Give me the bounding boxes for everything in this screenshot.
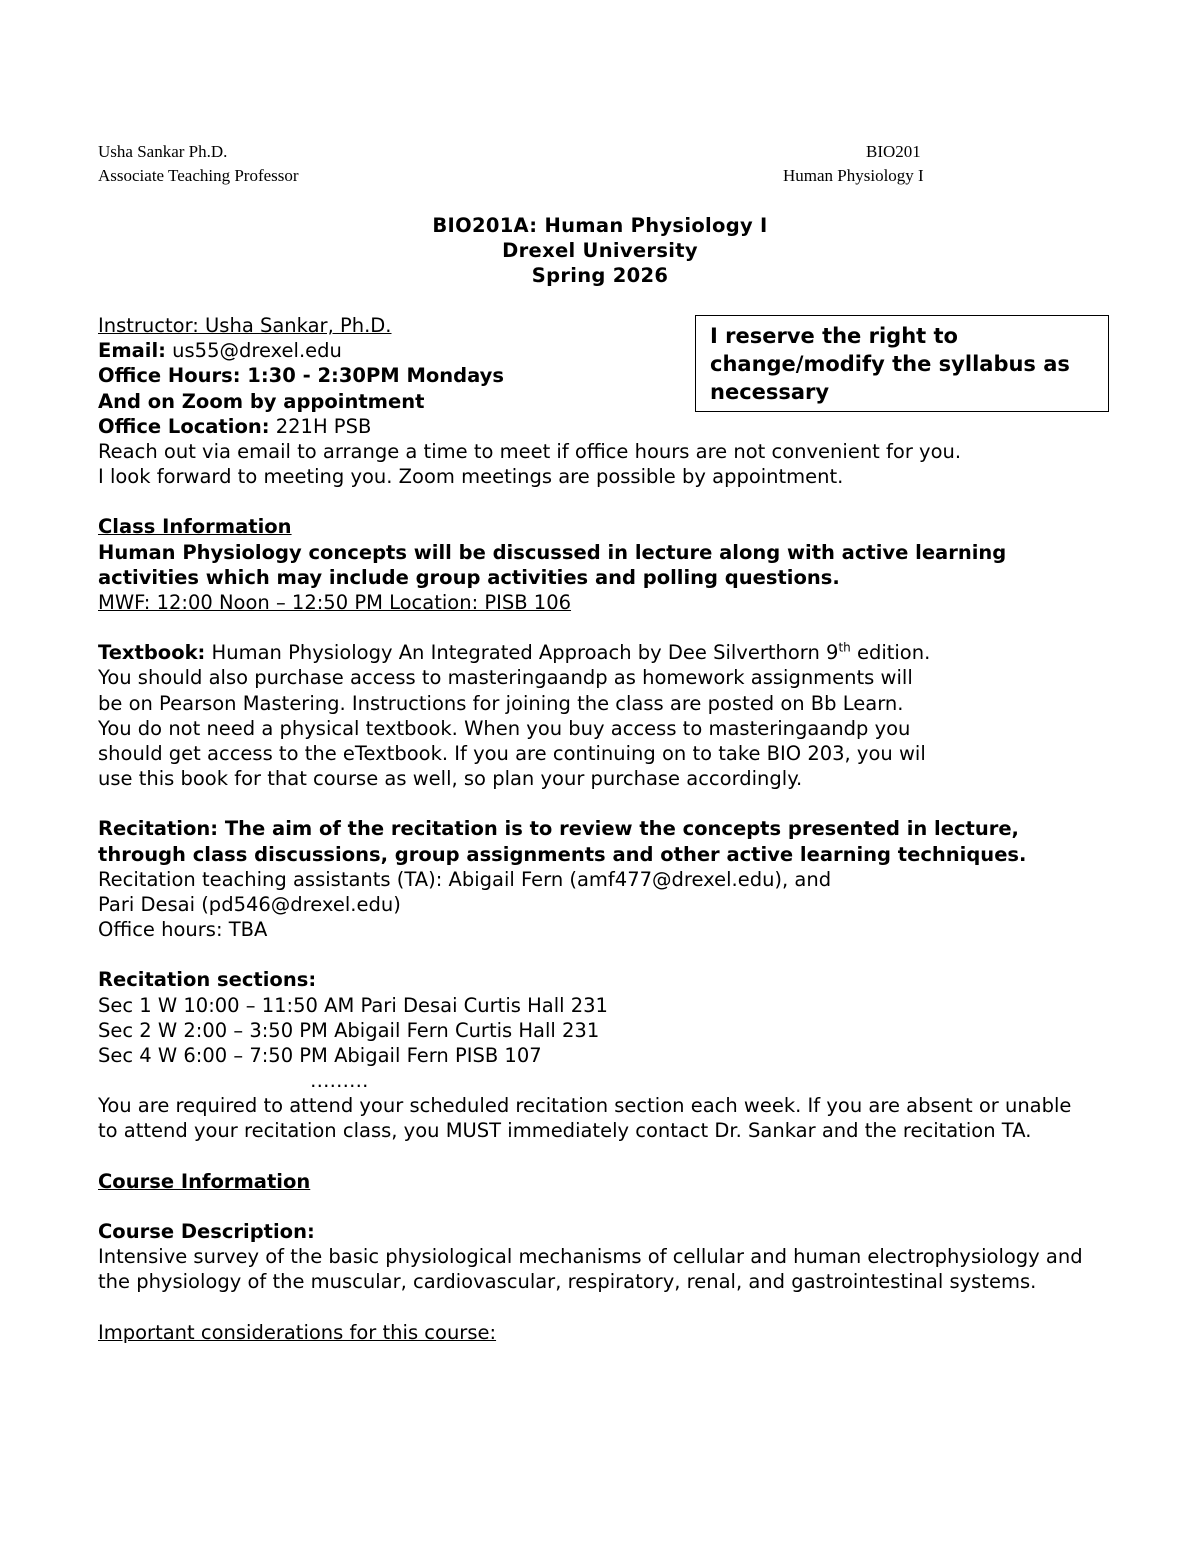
header-course-name: Human Physiology I — [783, 166, 924, 185]
header-instructor-name: Usha Sankar Ph.D. — [98, 142, 228, 161]
textbook-line-6: use this book for that course as well, so plan your purchase accordingly. — [98, 767, 803, 791]
course-info-heading: Course Information — [98, 1169, 311, 1193]
textbook-edition: edition. — [850, 641, 931, 665]
recitation-office-hours: Office hours: TBA — [98, 918, 268, 942]
office-hours: Office Hours: 1:30 - 2:30PM Mondays — [98, 364, 504, 388]
instructor-email — [98, 338, 1088, 363]
textbook-line-2: You should also purchase access to masteringaandp as homework assignments will — [98, 666, 913, 690]
header-instructor-title: Associate Teaching Professor — [98, 166, 299, 185]
textbook-edition-sup: th — [838, 640, 851, 655]
title-university: Drexel University — [502, 239, 698, 262]
header-right — [783, 140, 933, 188]
title-term: Spring 2026 — [531, 264, 669, 287]
email-label: Email: — [98, 339, 166, 363]
sections-heading: Recitation sections: — [98, 968, 317, 992]
office-location — [98, 414, 1088, 439]
email-value: us55@drexel.edu — [165, 339, 342, 363]
section-dots: ……… — [310, 1069, 369, 1093]
section-item: Sec 1 W 10:00 – 11:50 AM Pari Desai Curtis Hall 231 — [98, 993, 608, 1017]
header-left — [98, 140, 299, 188]
recitation-heading: Recitation: The aim of the recitation is to review the concepts presented in lecture, through class discussions, group assignments and other active learning techniques. — [98, 817, 1027, 866]
zoom-appointment: And on Zoom by appointment — [98, 389, 425, 413]
textbook-title: Human Physiology An Integrated Approach by Dee Silverthorn 9 — [205, 641, 839, 665]
instructor-heading: Instructor: Usha Sankar, Ph.D. — [98, 314, 392, 337]
location-label: Office Location: — [98, 414, 270, 438]
textbook-line — [98, 640, 1088, 665]
textbook-line-5: should get access to the eTextbook. If you are continuing on to take BIO 203, you wil — [98, 742, 926, 766]
textbook-line-4: You do not need a physical textbook. When you buy access to masteringaandp you — [98, 716, 911, 740]
considerations-heading: Important considerations for this course: — [98, 1320, 497, 1344]
course-description-label: Course Description: — [98, 1219, 315, 1243]
document-title — [0, 213, 1200, 288]
syllabus-body — [98, 313, 1088, 1345]
look-forward-text: I look forward to meeting you. Zoom meetings are possible by appointment. — [98, 465, 844, 489]
recitation-ta-line-1: Recitation teaching assistants (TA): Abigail Fern (amf477@drexel.edu), and — [98, 867, 832, 891]
header-course-code: BIO201 — [866, 142, 921, 161]
location-value: 221H PSB — [269, 414, 372, 438]
recitation-requirement: You are required to attend your scheduled recitation section each week. If you are absent or unable to attend your recitation class, you MUST immediately contact Dr. Sankar and the recitation TA. — [98, 1094, 1072, 1143]
reach-out-text: Reach out via email to arrange a time to meet if office hours are not convenient for you. — [98, 440, 962, 464]
course-description-text: Intensive survey of the basic physiological mechanisms of cellular and human electrophysiology and the physiology of the muscular, cardiovascular, respiratory, renal, and gastrointestinal systems. — [98, 1245, 1083, 1294]
section-item: Sec 4 W 6:00 – 7:50 PM Abigail Fern PISB 107 — [98, 1044, 542, 1068]
recitation-ta-line-2: Pari Desai (pd546@drexel.edu) — [98, 893, 401, 917]
syllabus-note-text: I reserve the right to change/modify the syllabus as necessary — [710, 324, 1070, 404]
textbook-label: Textbook: — [98, 641, 206, 665]
section-item: Sec 2 W 2:00 – 3:50 PM Abigail Fern Curtis Hall 231 — [98, 1018, 600, 1042]
class-info-heading: Class Information — [98, 515, 292, 539]
title-course: BIO201A: Human Physiology I — [432, 214, 768, 237]
textbook-line-3: be on Pearson Mastering. Instructions for joining the class are posted on Bb Learn. — [98, 691, 904, 715]
class-schedule: MWF: 12:00 Noon – 12:50 PM Location: PISB 106 — [98, 591, 572, 615]
class-info-description: Human Physiology concepts will be discussed in lecture along with active learning activities which may include group activities and polling questions. — [98, 540, 1007, 589]
